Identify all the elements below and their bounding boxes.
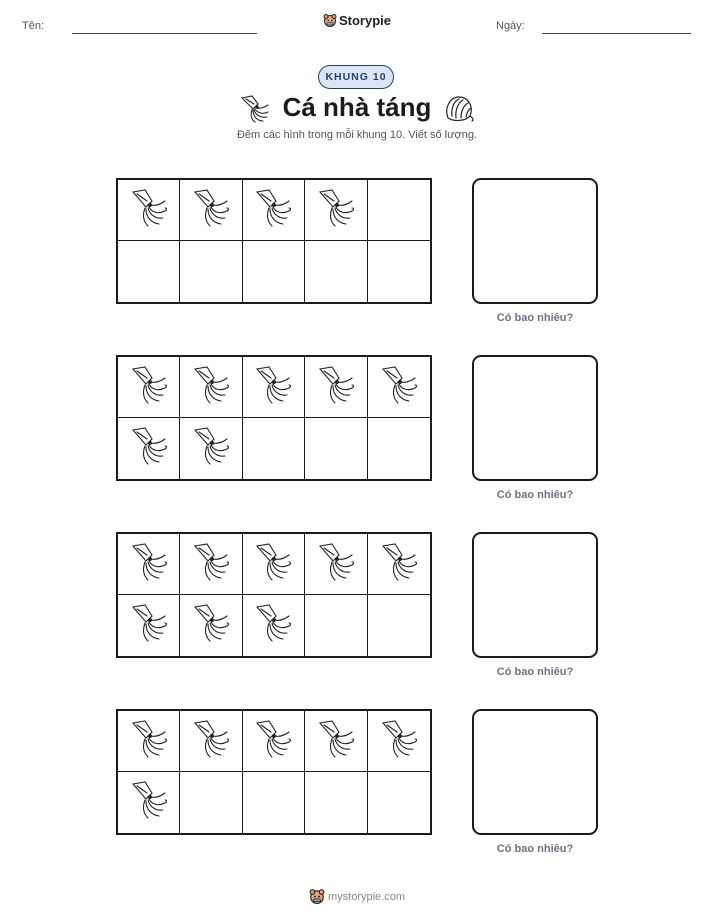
squid-icon [252, 717, 294, 766]
ten-frame-cell [243, 595, 305, 656]
question-label: Có bao nhiêu? [496, 666, 574, 678]
squid-icon [315, 186, 357, 235]
ten-frame-cell [305, 180, 367, 241]
worksheet-type-badge: KHUNG 10 [318, 65, 394, 89]
ten-frame-cell [118, 241, 180, 302]
answer-box[interactable] [472, 709, 598, 835]
squid-icon [128, 363, 170, 412]
ten-frame-cell [368, 418, 430, 479]
squid-icon [190, 363, 232, 412]
ten-frame [116, 709, 432, 835]
date-line[interactable] [542, 33, 691, 34]
squid-icon [190, 186, 232, 235]
ten-frame-cell [305, 357, 367, 418]
question-label: Có bao nhiêu? [496, 843, 574, 855]
ten-frame-cell [243, 357, 305, 418]
ten-frame-cell [243, 711, 305, 772]
ten-frame-cell [305, 534, 367, 595]
storypie-logo-icon [323, 13, 337, 27]
date-label: Ngày: [496, 20, 525, 32]
ten-frame-cell [118, 772, 180, 833]
squid-icon [190, 601, 232, 650]
squid-icon [252, 601, 294, 650]
squid-icon [252, 540, 294, 589]
squid-icon [128, 540, 170, 589]
ten-frame-cell [118, 534, 180, 595]
name-label: Tên: [22, 20, 45, 32]
squid-icon [378, 363, 420, 412]
ten-frame [116, 355, 432, 481]
footer [0, 888, 714, 904]
squid-icon [378, 717, 420, 766]
ten-frame-cell [243, 180, 305, 241]
ten-frame [116, 532, 432, 658]
brand-name: Storypie [338, 13, 391, 28]
answer-box[interactable] [472, 178, 598, 304]
ten-frame-cell [180, 357, 242, 418]
ten-frame-cell [180, 180, 242, 241]
ten-frame-cell [368, 180, 430, 241]
answer-box[interactable] [472, 532, 598, 658]
ten-frame-cell [180, 595, 242, 656]
squid-icon [128, 778, 170, 827]
squid-icon [315, 717, 357, 766]
squid-icon [128, 601, 170, 650]
ten-frame-cell [305, 711, 367, 772]
squid-icon [128, 186, 170, 235]
squid-icon [315, 363, 357, 412]
storypie-logo-icon [309, 888, 325, 904]
ten-frame-cell [305, 241, 367, 302]
ten-frame-cell [368, 772, 430, 833]
ten-frame-cell [368, 595, 430, 656]
squid-icon [252, 363, 294, 412]
brand [0, 13, 714, 28]
ten-frame-cell [180, 711, 242, 772]
ten-frame-cell [180, 534, 242, 595]
ten-frame-cell [305, 418, 367, 479]
ten-frame-cell [118, 711, 180, 772]
squid-icon [128, 717, 170, 766]
squid-icon [190, 717, 232, 766]
question-label: Có bao nhiêu? [496, 489, 574, 501]
squid-icon [190, 540, 232, 589]
shell-icon [442, 92, 476, 124]
squid-icon [252, 186, 294, 235]
ten-frame-cell [368, 534, 430, 595]
page-title: Cá nhà táng [282, 92, 432, 122]
footer-url[interactable]: mystorypie.com [327, 891, 406, 903]
ten-frame-cell [243, 418, 305, 479]
ten-frame-cell [368, 241, 430, 302]
squid-icon [128, 424, 170, 473]
ten-frame-cell [118, 595, 180, 656]
ten-frame-cell [368, 357, 430, 418]
squid-icon [378, 540, 420, 589]
squid-icon [190, 424, 232, 473]
ten-frame-cell [368, 711, 430, 772]
ten-frame-cell [180, 772, 242, 833]
ten-frame-cell [305, 595, 367, 656]
ten-frame [116, 178, 432, 304]
ten-frame-cell [243, 534, 305, 595]
ten-frame-cell [118, 418, 180, 479]
ten-frame-cell [180, 418, 242, 479]
ten-frame-cell [243, 772, 305, 833]
ten-frame-cell [118, 357, 180, 418]
question-label: Có bao nhiêu? [496, 312, 574, 324]
answer-box[interactable] [472, 355, 598, 481]
instructions: Đếm các hình trong mỗi khung 10. Viết số lượng. [236, 129, 477, 141]
name-line[interactable] [72, 33, 257, 34]
ten-frame-cell [305, 772, 367, 833]
ten-frame-cell [243, 241, 305, 302]
ten-frame-cell [118, 180, 180, 241]
squid-icon [315, 540, 357, 589]
ten-frame-cell [180, 241, 242, 302]
